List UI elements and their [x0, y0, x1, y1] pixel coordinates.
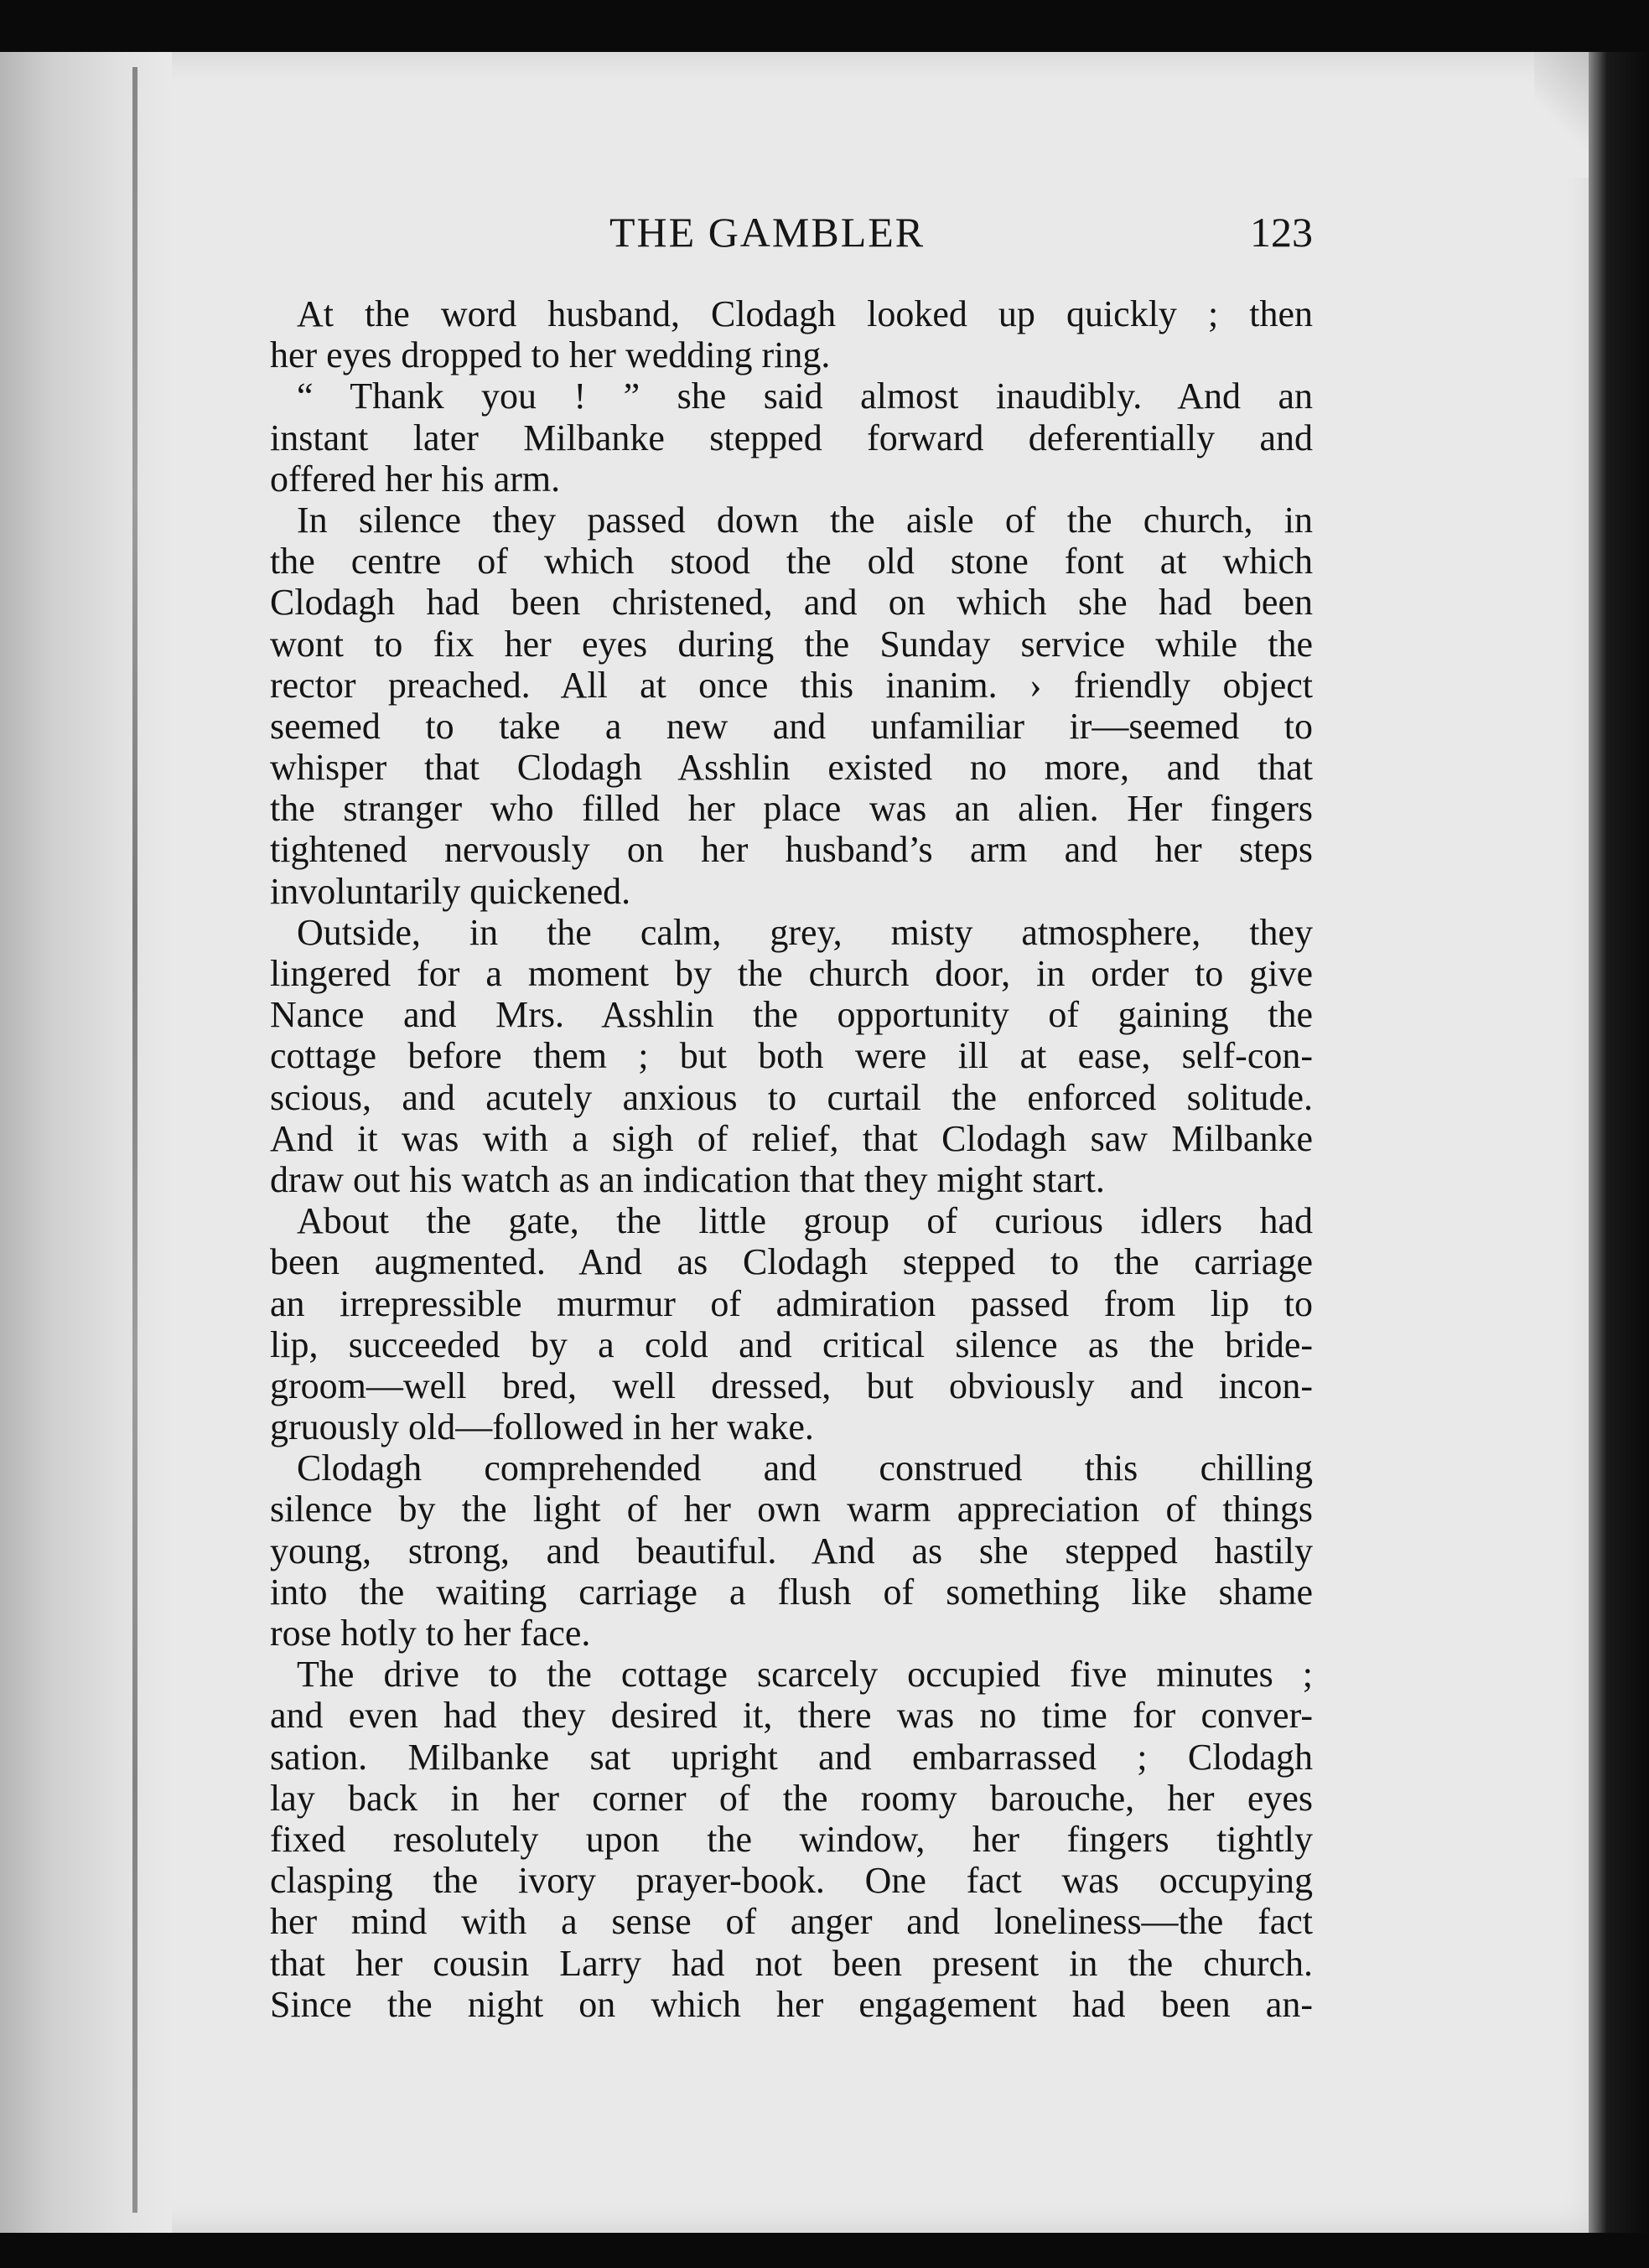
text-line: and even had they desired it, there was no time for conver- [270, 1695, 1313, 1737]
text-line: lay back in her corner of the roomy barouche, her eyes [270, 1777, 1313, 1819]
text-line: “ Thank you ! ” she said almost inaudibly. And an [297, 375, 1313, 417]
text-line: And it was with a sigh of relief, that Clodagh saw Milbanke [270, 1117, 1313, 1159]
text-line: scious, and acutely anxious to curtail the enforced solitude. [270, 1076, 1313, 1118]
scan-right-border [1589, 52, 1649, 2233]
text-line: whisper that Clodagh Asshlin existed no more, and that [270, 747, 1313, 789]
text-line: tightened nervously on her husband’s arm and her steps [270, 829, 1313, 871]
text-line: Clodagh had been christened, and on which she had been [270, 582, 1313, 624]
text-line: her mind with a sense of anger and loneliness—the fact [270, 1901, 1313, 1943]
text-line: fixed resolutely upon the window, her fingers tightly [270, 1818, 1313, 1860]
text-line: the stranger who filled her place was an alien. Her fingers [270, 788, 1313, 830]
text-line: her eyes dropped to her wedding ring. [270, 334, 831, 376]
text-line: Since the night on which her engagement had been an- [270, 1983, 1313, 2025]
text-line: an irrepressible murmur of admiration passed from lip to [270, 1282, 1313, 1324]
scan-bottom-border [0, 2233, 1649, 2268]
text-line: involuntarily quickened. [270, 870, 631, 912]
text-line: The drive to the cottage scarcely occupied five minutes ; [297, 1654, 1313, 1696]
body-text [270, 293, 1313, 2025]
text-line: into the waiting carriage a flush of something like shame [270, 1571, 1313, 1613]
running-title: THE GAMBLER [609, 209, 926, 256]
text-line: Clodagh comprehended and construed this chilling [297, 1447, 1313, 1489]
text-line: offered her his arm. [270, 458, 561, 500]
page-number: 123 [1250, 209, 1313, 256]
text-line: wont to fix her eyes during the Sunday service while the [270, 623, 1313, 665]
text-line: sation. Milbanke sat upright and embarrassed ; Clodagh [270, 1736, 1313, 1778]
text-line: About the gate, the little group of curious idlers had [297, 1200, 1313, 1242]
text-line: lingered for a moment by the church door, in order to give [270, 953, 1313, 994]
text-line: draw out his watch as an indication that they might start. [270, 1158, 1105, 1200]
text-line: been augmented. And as Clodagh stepped to the carriage [270, 1241, 1313, 1283]
text-line: rose hotly to her face. [270, 1613, 591, 1654]
scan-top-border [0, 0, 1649, 57]
text-line: gruously old—followed in her wake. [270, 1406, 814, 1448]
text-line: the centre of which stood the old stone font at which [270, 541, 1313, 583]
text-line: At the word husband, Clodagh looked up quickly ; then [297, 293, 1313, 334]
text-line: clasping the ivory prayer-book. One fact was occupying [270, 1860, 1313, 1902]
text-line: Outside, in the calm, grey, misty atmosphere, they [297, 911, 1313, 953]
text-line: In silence they passed down the aisle of the church, in [297, 499, 1313, 541]
text-line: seemed to take a new and unfamiliar ir—seemed to [270, 705, 1313, 747]
text-line: that her cousin Larry had not been present in the church. [270, 1942, 1313, 1984]
text-line: groom—well bred, well dressed, but obviously and incon- [270, 1364, 1313, 1406]
text-line: cottage before them ; but both were ill at ease, self-con- [270, 1035, 1313, 1077]
text-line: instant later Milbanke stepped forward deferentially and [270, 417, 1313, 458]
text-line: young, strong, and beautiful. And as she stepped hastily [270, 1530, 1313, 1572]
running-header [270, 208, 1313, 267]
text-line: lip, succeeded by a cold and critical silence as the bride- [270, 1323, 1313, 1365]
binding-edge-shadow [132, 67, 137, 2213]
text-line: rector preached. All at once this inanim. › friendly object [270, 664, 1313, 706]
text-line: Nance and Mrs. Asshlin the opportunity of gaining the [270, 994, 1313, 1036]
text-line: silence by the light of her own warm appreciation of things [270, 1489, 1313, 1530]
binding-gutter [0, 52, 172, 2233]
